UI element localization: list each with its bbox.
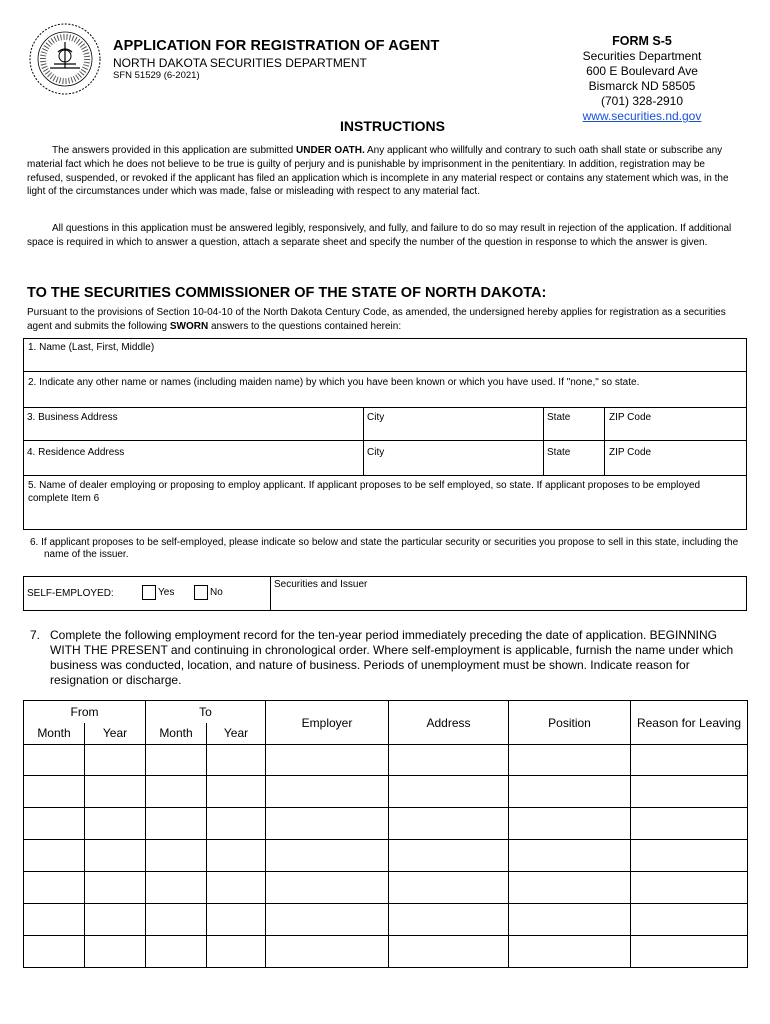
to-header: To	[146, 701, 266, 723]
business-city-label: City	[367, 412, 385, 423]
employment-cell[interactable]	[146, 808, 207, 840]
employment-row	[24, 840, 748, 872]
employment-cell[interactable]	[24, 904, 85, 936]
form-sfn: SFN 51529 (6-2021)	[113, 70, 200, 81]
residence-state-label: State	[547, 447, 571, 458]
form-number: FORM S-5	[612, 34, 672, 48]
employment-cell[interactable]	[266, 904, 389, 936]
employment-row	[24, 872, 748, 904]
employment-cell[interactable]	[207, 840, 266, 872]
from-header: From	[24, 701, 146, 723]
to-year-header: Year	[207, 723, 266, 745]
employment-cell[interactable]	[389, 808, 509, 840]
employment-cell[interactable]	[24, 776, 85, 808]
no-checkbox[interactable]	[194, 585, 208, 600]
employment-cell[interactable]	[266, 936, 389, 968]
employment-cell[interactable]	[509, 904, 631, 936]
employment-cell[interactable]	[24, 840, 85, 872]
employment-row	[24, 936, 748, 968]
employment-cell[interactable]	[207, 745, 266, 776]
dealer-name-field[interactable]	[23, 475, 747, 530]
employment-cell[interactable]	[509, 808, 631, 840]
employment-row	[24, 904, 748, 936]
address-header: Address	[389, 701, 509, 745]
business-address-row	[23, 407, 747, 441]
business-address-label: 3. Business Address	[27, 412, 118, 423]
employment-cell[interactable]	[509, 872, 631, 904]
instructions-paragraph-2: All questions in this application must be answered legibly, responsively, and fully, and failure to do so may result in rejection of the application. If additional space is required in which to answer a question, attach a separate sheet and specify the number of the question in response to which the answer is given.	[27, 223, 732, 248]
employment-cell[interactable]	[207, 872, 266, 904]
employment-cell[interactable]	[207, 904, 266, 936]
employment-cell[interactable]	[631, 872, 748, 904]
employment-cell[interactable]	[509, 776, 631, 808]
employment-cell[interactable]	[85, 872, 146, 904]
employment-cell[interactable]	[389, 904, 509, 936]
residence-city-label: City	[367, 447, 385, 458]
from-month-header: Month	[24, 723, 85, 745]
securities-issuer-label: Securities and Issuer	[274, 579, 368, 590]
employment-cell[interactable]	[266, 840, 389, 872]
employment-cell[interactable]	[631, 904, 748, 936]
employment-cell[interactable]	[631, 808, 748, 840]
residence-zip-label: ZIP Code	[609, 447, 652, 458]
employment-cell[interactable]	[631, 776, 748, 808]
self-employed-question: 6. If applicant proposes to be self-employed, please indicate so below and state the particular security or securities you propose to sell in this state, including the name of the issuer.	[30, 537, 739, 560]
employment-cell[interactable]	[146, 936, 207, 968]
employment-cell[interactable]	[24, 745, 85, 776]
employment-cell[interactable]	[389, 745, 509, 776]
self-employed-label: SELF-EMPLOYED:	[27, 588, 114, 599]
state-seal-logo	[28, 22, 102, 96]
residence-address-row	[23, 440, 747, 476]
name-field[interactable]	[23, 338, 747, 372]
employment-cell[interactable]	[207, 808, 266, 840]
employment-cell[interactable]	[146, 776, 207, 808]
employment-cell[interactable]	[85, 904, 146, 936]
business-state-label: State	[547, 412, 571, 423]
employment-cell[interactable]	[207, 776, 266, 808]
address-line-1: Securities Department	[582, 49, 702, 63]
pursuant-statement: Pursuant to the provisions of Section 10-04-10 of the North Dakota Century Code, as amended, the undersigned hereby applies for registration as a securities agent and submits the following SWORN answers to the questions contained herein:	[27, 307, 726, 332]
instructions-heading: INSTRUCTIONS	[340, 118, 445, 134]
employment-cell[interactable]	[389, 776, 509, 808]
instructions-paragraph-1: The answers provided in this application are submitted UNDER OATH. Any applicant who willfully and contrary to such oath shall state or subscribe any material fact which he does not believe to be true is guilty of perjury and is punishable by imprisonment in the penitentiary. In addition, registration may be refused, suspended, or revoked if the applicant has filed an application which is incomplete in any material respect or contains any statement which was, in the light of the circumstances under which was made, false or misleading with respect to any material fact.	[27, 145, 729, 198]
employer-header: Employer	[266, 701, 389, 745]
employment-row	[24, 776, 748, 808]
website-link[interactable]: www.securities.nd.gov	[582, 109, 702, 123]
self-employed-row	[23, 576, 747, 611]
employment-cell[interactable]	[509, 745, 631, 776]
name-label: 1. Name (Last, First, Middle)	[28, 342, 155, 353]
employment-cell[interactable]	[389, 936, 509, 968]
employment-cell[interactable]	[24, 872, 85, 904]
employment-cell[interactable]	[24, 808, 85, 840]
address-line-3: Bismarck ND 58505	[588, 79, 696, 93]
dealer-name-label: 5. Name of dealer employing or proposing to employ applicant. If applicant proposes to be self employed, so state. If applicant proposes to be employed complete Item 6	[28, 480, 701, 504]
form-title: APPLICATION FOR REGISTRATION OF AGENT	[113, 38, 440, 54]
to-month-header: Month	[146, 723, 207, 745]
section-heading: TO THE SECURITIES COMMISSIONER OF THE STATE OF NORTH DAKOTA:	[27, 285, 547, 301]
yes-option[interactable]: Yes	[142, 585, 174, 600]
no-option[interactable]: No	[194, 585, 223, 600]
employment-cell[interactable]	[146, 840, 207, 872]
employment-cell[interactable]	[207, 936, 266, 968]
position-header: Position	[509, 701, 631, 745]
employment-cell[interactable]	[509, 840, 631, 872]
employment-cell[interactable]	[389, 872, 509, 904]
employment-record-instructions: 7. Complete the following employment record for the ten-year period immediately preceding the date of application. BEGINNING WITH THE PRESENT and continuing in chronological order. Where self-employment is applicable, furnish the name under which business was conducted, location, and nature of business. Periods of unemployment must be shown. Indicate reason for resignation or discharge.	[30, 628, 734, 687]
employment-cell[interactable]	[85, 840, 146, 872]
department-address	[572, 34, 712, 124]
employment-cell[interactable]	[85, 745, 146, 776]
employment-cell[interactable]	[266, 776, 389, 808]
reason-header: Reason for Leaving	[631, 701, 748, 745]
from-year-header: Year	[85, 723, 146, 745]
employment-cell[interactable]	[266, 872, 389, 904]
employment-cell[interactable]	[266, 808, 389, 840]
employment-cell[interactable]	[631, 936, 748, 968]
phone-number: (701) 328-2910	[600, 94, 684, 108]
other-names-field[interactable]	[23, 371, 747, 408]
employment-cell[interactable]	[85, 808, 146, 840]
employment-cell[interactable]	[146, 872, 207, 904]
employment-cell[interactable]	[389, 840, 509, 872]
employment-cell[interactable]	[631, 745, 748, 776]
business-zip-label: ZIP Code	[609, 412, 652, 423]
employment-cell[interactable]	[146, 745, 207, 776]
employment-cell[interactable]	[24, 936, 85, 968]
other-names-label: 2. Indicate any other name or names (including maiden name) by which you have been known or which you have used. If "none," so state.	[28, 377, 640, 388]
department-name: NORTH DAKOTA SECURITIES DEPARTMENT	[113, 56, 367, 70]
securities-issuer-field[interactable]	[271, 577, 746, 610]
employment-row	[24, 745, 748, 776]
yes-checkbox[interactable]	[142, 585, 156, 600]
employment-table	[23, 700, 748, 968]
employment-row	[24, 808, 748, 840]
employment-cell[interactable]	[85, 776, 146, 808]
employment-cell[interactable]	[509, 936, 631, 968]
address-line-2: 600 E Boulevard Ave	[586, 64, 698, 78]
residence-address-label: 4. Residence Address	[27, 447, 125, 458]
employment-cell[interactable]	[631, 840, 748, 872]
employment-cell[interactable]	[146, 904, 207, 936]
employment-cell[interactable]	[85, 936, 146, 968]
employment-cell[interactable]	[266, 745, 389, 776]
